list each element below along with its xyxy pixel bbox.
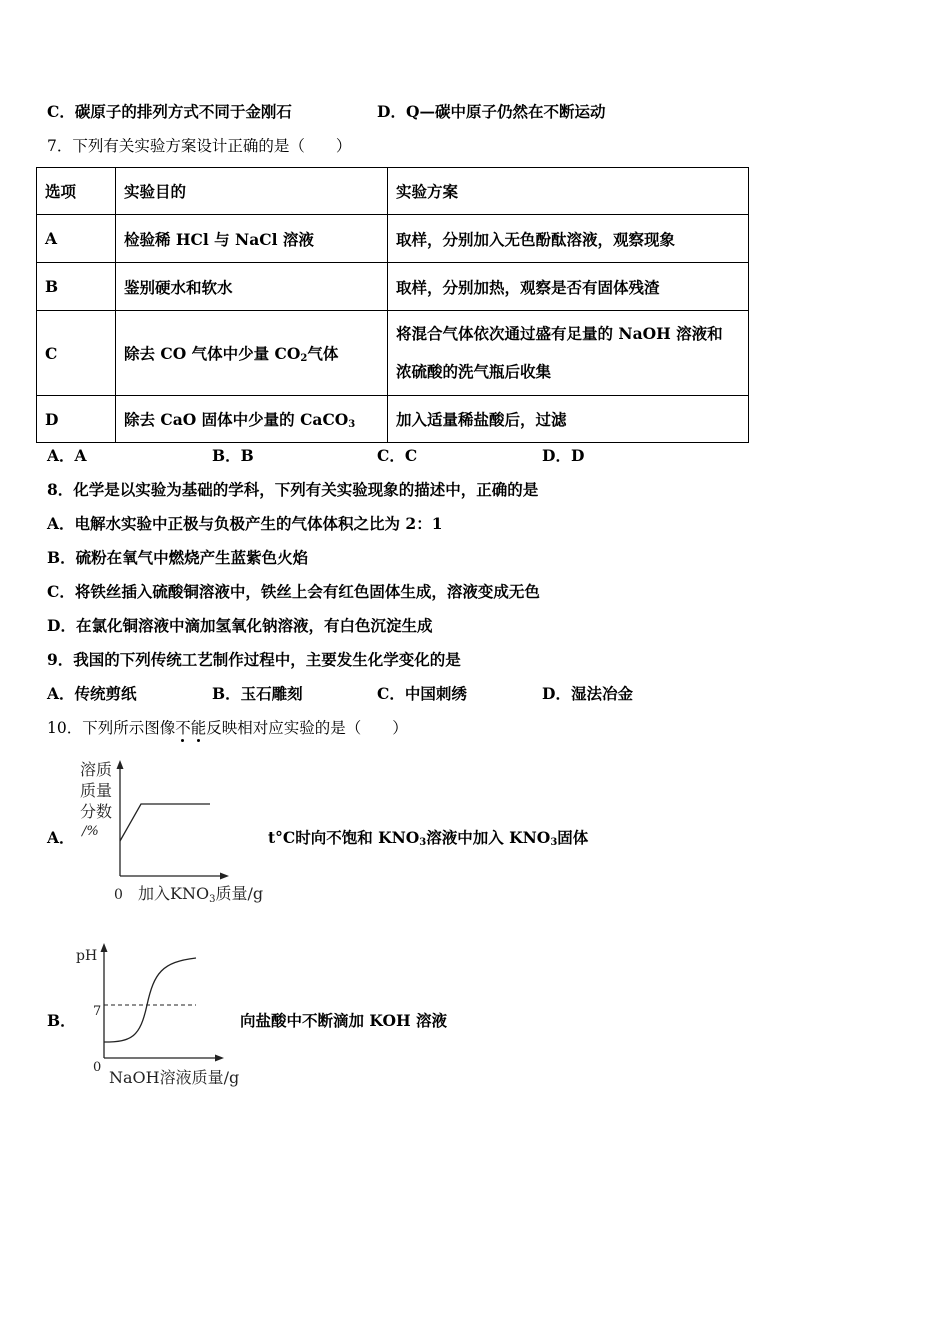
plan-line-1: 将混合气体依次通过盛有足量的 NaOH 溶液和 (396, 324, 723, 343)
graph-b-x-label: NaOH溶液质量/g (109, 1068, 240, 1087)
row-option: A (37, 215, 116, 263)
q10-stem-emphasis-1: 不 (175, 719, 191, 737)
purpose-suffix: 气体 (307, 344, 339, 363)
header-purpose: 实验目的 (116, 168, 388, 215)
q7-option-d: D．D (542, 446, 585, 465)
q10-stem-prefix: 10．下列所示图像 (47, 719, 176, 737)
y-label-line-2: 质量 (80, 781, 113, 800)
q9-option-b: B．玉石雕刻 (212, 684, 303, 703)
row-plan: 加入适量稀盐酸后，过滤 (388, 396, 749, 443)
q10-stem-emphasis-2: 能 (190, 719, 207, 737)
x-axis-arrow-icon (220, 873, 229, 880)
header-plan: 实验方案 (388, 168, 749, 215)
x-axis-arrow-icon (215, 1055, 224, 1062)
purpose-subscript: 3 (348, 419, 356, 430)
desc-subscript-1: 3 (419, 837, 427, 848)
q7-option-a: A．A (47, 446, 87, 465)
q6-option-d: D．Q—碳中原子仍然在不断运动 (377, 102, 606, 121)
row-option: B (37, 263, 116, 311)
y-label-line-1: 溶质 (80, 760, 113, 779)
desc-suffix: 固体 (557, 828, 589, 847)
header-option: 选项 (37, 168, 116, 215)
table-row (37, 263, 749, 311)
desc-mid: 溶液中加入 KNO (426, 828, 551, 847)
q8-option-d: D．在氯化铜溶液中滴加氢氧化钠溶液，有白色沉淀生成 (47, 616, 433, 635)
row-plan: 取样，分别加入无色酚酞溶液，观察现象 (388, 215, 749, 263)
y-axis-arrow-icon (117, 760, 124, 769)
graph-b (72, 940, 262, 1090)
graph-b-curve (104, 958, 196, 1042)
row-purpose: 鉴别硬水和软水 (116, 263, 388, 311)
q9-option-c: C．中国刺绣 (377, 684, 467, 703)
row-plan: 取样，分别加热，观察是否有固体残渣 (388, 263, 749, 311)
q8-option-b: B．硫粉在氧气中燃烧产生蓝紫色火焰 (47, 548, 309, 567)
row-plan (388, 311, 749, 396)
y-label-line-4: /% (82, 824, 99, 839)
x-label-subscript: 3 (209, 894, 216, 905)
graph-a (72, 756, 282, 906)
q10-stem (47, 718, 408, 738)
x-label-prefix: 加入KNO (138, 884, 210, 903)
table-header-row (37, 168, 749, 215)
graph-b-y-label: pH (76, 948, 98, 964)
q8-stem: 8．化学是以实验为基础的学科，下列有关实验现象的描述中，正确的是 (47, 480, 539, 499)
row-option: C (37, 311, 116, 396)
table-row (37, 311, 749, 396)
row-purpose (116, 396, 388, 443)
graph-b-origin: 0 (93, 1060, 102, 1075)
purpose-prefix: 除去 CO 气体中少量 CO (124, 344, 301, 363)
q9-option-d: D．湿法冶金 (542, 684, 633, 703)
q6-option-c: C．碳原子的排列方式不同于金刚石 (47, 102, 292, 121)
q7-option-c: C．C (377, 446, 418, 465)
graph-a-y-label (80, 760, 112, 839)
q7-table (36, 167, 749, 443)
desc-prefix: t°C时向不饱和 KNO (268, 828, 420, 847)
purpose-subscript: 2 (300, 353, 308, 364)
purpose-prefix: 除去 CaO 固体中少量的 CaCO (124, 410, 349, 429)
q7-stem: 7．下列有关实验方案设计正确的是（ ） (47, 137, 352, 155)
q10-option-b-description: 向盐酸中不断滴加 KOH 溶液 (240, 1011, 447, 1030)
row-option: D (37, 396, 116, 443)
row-purpose: 检验稀 HCl 与 NaCl 溶液 (116, 215, 388, 263)
row-purpose (116, 311, 388, 396)
plan-line-2: 浓硫酸的洗气瓶后收集 (396, 362, 552, 381)
graph-b-tick-7: 7 (93, 1004, 102, 1019)
x-label-suffix: 质量/g (215, 884, 264, 903)
q8-option-a: A．电解水实验中正极与负极产生的气体体积之比为 2：1 (47, 514, 443, 533)
table-row (37, 396, 749, 443)
table-row (37, 215, 749, 263)
graph-a-origin: 0 (114, 887, 123, 903)
q7-option-b: B．B (212, 446, 254, 465)
graph-a-x-label (138, 884, 263, 905)
graph-a-curve (120, 804, 210, 841)
q10-option-b-letter: B． (47, 1011, 76, 1030)
desc-subscript-2: 3 (550, 837, 558, 848)
q10-option-a-letter: A． (47, 828, 75, 847)
y-label-line-3: 分数 (80, 802, 113, 821)
q9-option-a: A．传统剪纸 (47, 684, 137, 703)
q10-stem-suffix: 反映相对应实验的是（ ） (206, 719, 408, 737)
q8-option-c: C．将铁丝插入硫酸铜溶液中，铁丝上会有红色固体生成，溶液变成无色 (47, 582, 540, 601)
y-axis-arrow-icon (101, 943, 108, 952)
q10-option-a-description (268, 828, 588, 853)
q9-stem: 9．我国的下列传统工艺制作过程中，主要发生化学变化的是 (47, 650, 461, 669)
